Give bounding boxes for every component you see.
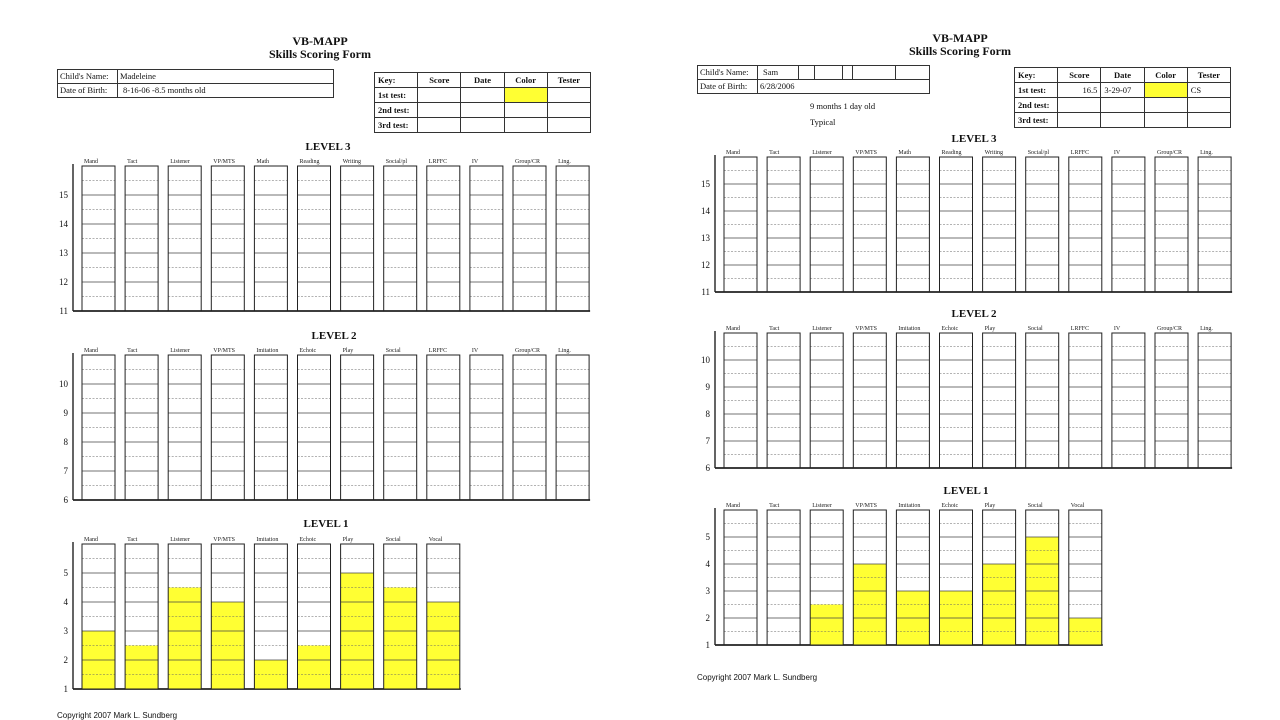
y-tick-label: 13 (701, 233, 710, 243)
level-2-title: LEVEL 2 (951, 308, 997, 320)
category-label: Math (898, 150, 912, 156)
key-header-date: Date (1101, 68, 1144, 83)
category-label: Group/CR (515, 348, 541, 354)
level-2-title: LEVEL 2 (311, 330, 357, 342)
score-bar (168, 588, 201, 690)
category-label: Ling. (1200, 150, 1213, 156)
score-bar (810, 605, 843, 646)
key-header-key: Key: (1015, 68, 1058, 83)
y-tick-label: 9 (63, 408, 68, 418)
category-label: Listener (170, 159, 190, 165)
y-tick-label: 13 (59, 248, 68, 258)
category-label: VP/MTS (213, 348, 235, 354)
y-tick-label: 1 (705, 640, 710, 650)
y-tick-label: 7 (705, 436, 710, 446)
category-label: Tact (769, 503, 780, 509)
y-tick-label: 5 (63, 568, 68, 578)
category-label: Mand (726, 150, 740, 156)
category-label: Reading (941, 150, 962, 156)
y-tick-label: 6 (63, 495, 68, 505)
category-label: Tact (769, 150, 780, 156)
category-label: Listener (812, 326, 832, 332)
dob-label: Date of Birth: (58, 84, 118, 97)
category-label: Ling. (558, 159, 571, 165)
form-title-line2: Skills Scoring Form (268, 47, 371, 61)
category-label: Group/CR (1157, 150, 1183, 156)
category-label: Reading (299, 159, 320, 165)
category-label: VP/MTS (855, 326, 877, 332)
category-label: Play (342, 537, 354, 543)
y-tick-label: 4 (63, 597, 68, 607)
child-name-value: Sam (758, 66, 799, 79)
child-name-value: Madeleine (120, 71, 156, 81)
category-label: Imitation (898, 503, 921, 509)
category-label: LRFFC (1070, 150, 1090, 156)
y-tick-label: 2 (705, 613, 710, 623)
level-1-title: LEVEL 1 (943, 485, 989, 497)
category-label: VP/MTS (855, 503, 877, 509)
category-label: Play (984, 326, 996, 332)
key-header-key: Key: (375, 73, 418, 88)
y-tick-label: 1 (63, 684, 68, 694)
category-label: Listener (170, 348, 190, 354)
y-tick-label: 9 (705, 382, 710, 392)
category-label: Mand (84, 159, 98, 165)
category-label: Social/pl (385, 159, 408, 165)
y-tick-label: 2 (63, 655, 68, 665)
category-label: Group/CR (515, 159, 541, 165)
category-label: VP/MTS (213, 537, 235, 543)
key-row-label: 2nd test: (375, 103, 418, 118)
y-tick-label: 10 (59, 379, 68, 389)
y-tick-label: 14 (701, 206, 710, 216)
category-label: Listener (812, 503, 832, 509)
category-label: Social (385, 348, 401, 354)
key-row-label: 3rd test: (1015, 113, 1058, 128)
category-label: Mand (726, 326, 740, 332)
category-label: Group/CR (1157, 326, 1183, 332)
category-label: Echoic (299, 537, 317, 543)
category-label: Imitation (256, 348, 279, 354)
form-title-line1: VB-MAPP (292, 34, 348, 48)
category-label: Social (1027, 503, 1043, 509)
copyright: Copyright 2007 Mark L. Sundberg (57, 711, 178, 720)
category-label: Social/pl (1027, 150, 1050, 156)
level-3-title: LEVEL 3 (951, 133, 997, 145)
category-label: Mand (726, 503, 740, 509)
y-tick-label: 3 (63, 626, 68, 636)
key-score: 16.5 (1058, 83, 1101, 98)
category-label: Mand (84, 537, 98, 543)
y-tick-label: 5 (705, 532, 710, 542)
category-label: Ling. (1200, 326, 1213, 332)
child-name-label: Child's Name: (58, 70, 118, 83)
y-tick-label: 10 (701, 355, 710, 365)
category-label: Vocal (428, 537, 443, 543)
category-label: LRFFC (428, 159, 448, 165)
category-label: Social (385, 537, 401, 543)
y-tick-label: 14 (59, 219, 68, 229)
y-tick-label: 4 (705, 559, 710, 569)
key-header-score: Score (418, 73, 461, 88)
category-label: Listener (812, 150, 832, 156)
category-label: LRFFC (1070, 326, 1090, 332)
category-label: Imitation (898, 326, 921, 332)
category-label: Math (256, 159, 270, 165)
key-header-date: Date (461, 73, 504, 88)
category-label: Social (1027, 326, 1043, 332)
key-row-label: 3rd test: (375, 118, 418, 133)
category-label: Imitation (256, 537, 279, 543)
y-tick-label: 15 (701, 179, 710, 189)
category-label: Ling. (558, 348, 571, 354)
category-label: IV (471, 348, 479, 354)
y-tick-label: 11 (701, 287, 710, 297)
key-row-label: 2nd test: (1015, 98, 1058, 113)
level-3-title: LEVEL 3 (305, 141, 351, 153)
category-label: IV (1113, 150, 1121, 156)
key-row-label: 1st test: (375, 88, 418, 103)
y-tick-label: 6 (705, 463, 710, 473)
level-1-title: LEVEL 1 (303, 518, 349, 530)
score-bar (125, 646, 158, 690)
key-header-color: Color (1144, 68, 1187, 83)
category-label: VP/MTS (855, 150, 877, 156)
category-label: Echoic (941, 503, 959, 509)
key-header-color: Color (504, 73, 547, 88)
y-tick-label: 12 (701, 260, 710, 270)
key-header-score: Score (1058, 68, 1101, 83)
y-tick-label: 11 (59, 306, 68, 316)
category-label: Tact (769, 326, 780, 332)
category-label: Tact (127, 348, 138, 354)
scoring-form-sam (640, 0, 1280, 720)
dob-label: Date of Birth: (698, 80, 758, 93)
category-label: Vocal (1070, 503, 1085, 509)
y-tick-label: 8 (705, 409, 710, 419)
key-header-tester: Tester (1187, 68, 1230, 83)
category-label: Play (342, 348, 354, 354)
category-label: Echoic (299, 348, 317, 354)
y-tick-label: 15 (59, 190, 68, 200)
y-tick-label: 3 (705, 586, 710, 596)
category-label: LRFFC (428, 348, 448, 354)
category-label: VP/MTS (213, 159, 235, 165)
key-row-label: 1st test: (1015, 83, 1058, 98)
category-label: Writing (984, 150, 1004, 156)
level-1-grid (640, 0, 1280, 720)
category-label: Mand (84, 348, 98, 354)
form-title-line2: Skills Scoring Form (908, 44, 1011, 58)
age-note: 9 months 1 day old (810, 101, 876, 111)
score-bar (384, 588, 417, 690)
category-label: Tact (127, 537, 138, 543)
dob-value: 8-16-06 -8.5 months old (123, 85, 206, 95)
score-bar (298, 646, 331, 690)
y-tick-label: 8 (63, 437, 68, 447)
key-date: 3-29-07 (1101, 83, 1144, 98)
key-tester: CS (1187, 83, 1230, 98)
type-note: Typical (810, 117, 836, 127)
category-label: Echoic (941, 326, 959, 332)
category-label: Writing (342, 159, 362, 165)
y-tick-label: 12 (59, 277, 68, 287)
category-label: Listener (170, 537, 190, 543)
form-title-line1: VB-MAPP (932, 31, 988, 45)
copyright: Copyright 2007 Mark L. Sundberg (697, 673, 818, 682)
category-label: IV (1113, 326, 1121, 332)
category-label: Tact (127, 159, 138, 165)
category-label: Play (984, 503, 996, 509)
dob-value: 6/28/2006 (760, 81, 795, 91)
key-header-tester: Tester (547, 73, 590, 88)
category-label: IV (471, 159, 479, 165)
y-tick-label: 7 (63, 466, 68, 476)
child-name-label: Child's Name: (698, 66, 758, 79)
